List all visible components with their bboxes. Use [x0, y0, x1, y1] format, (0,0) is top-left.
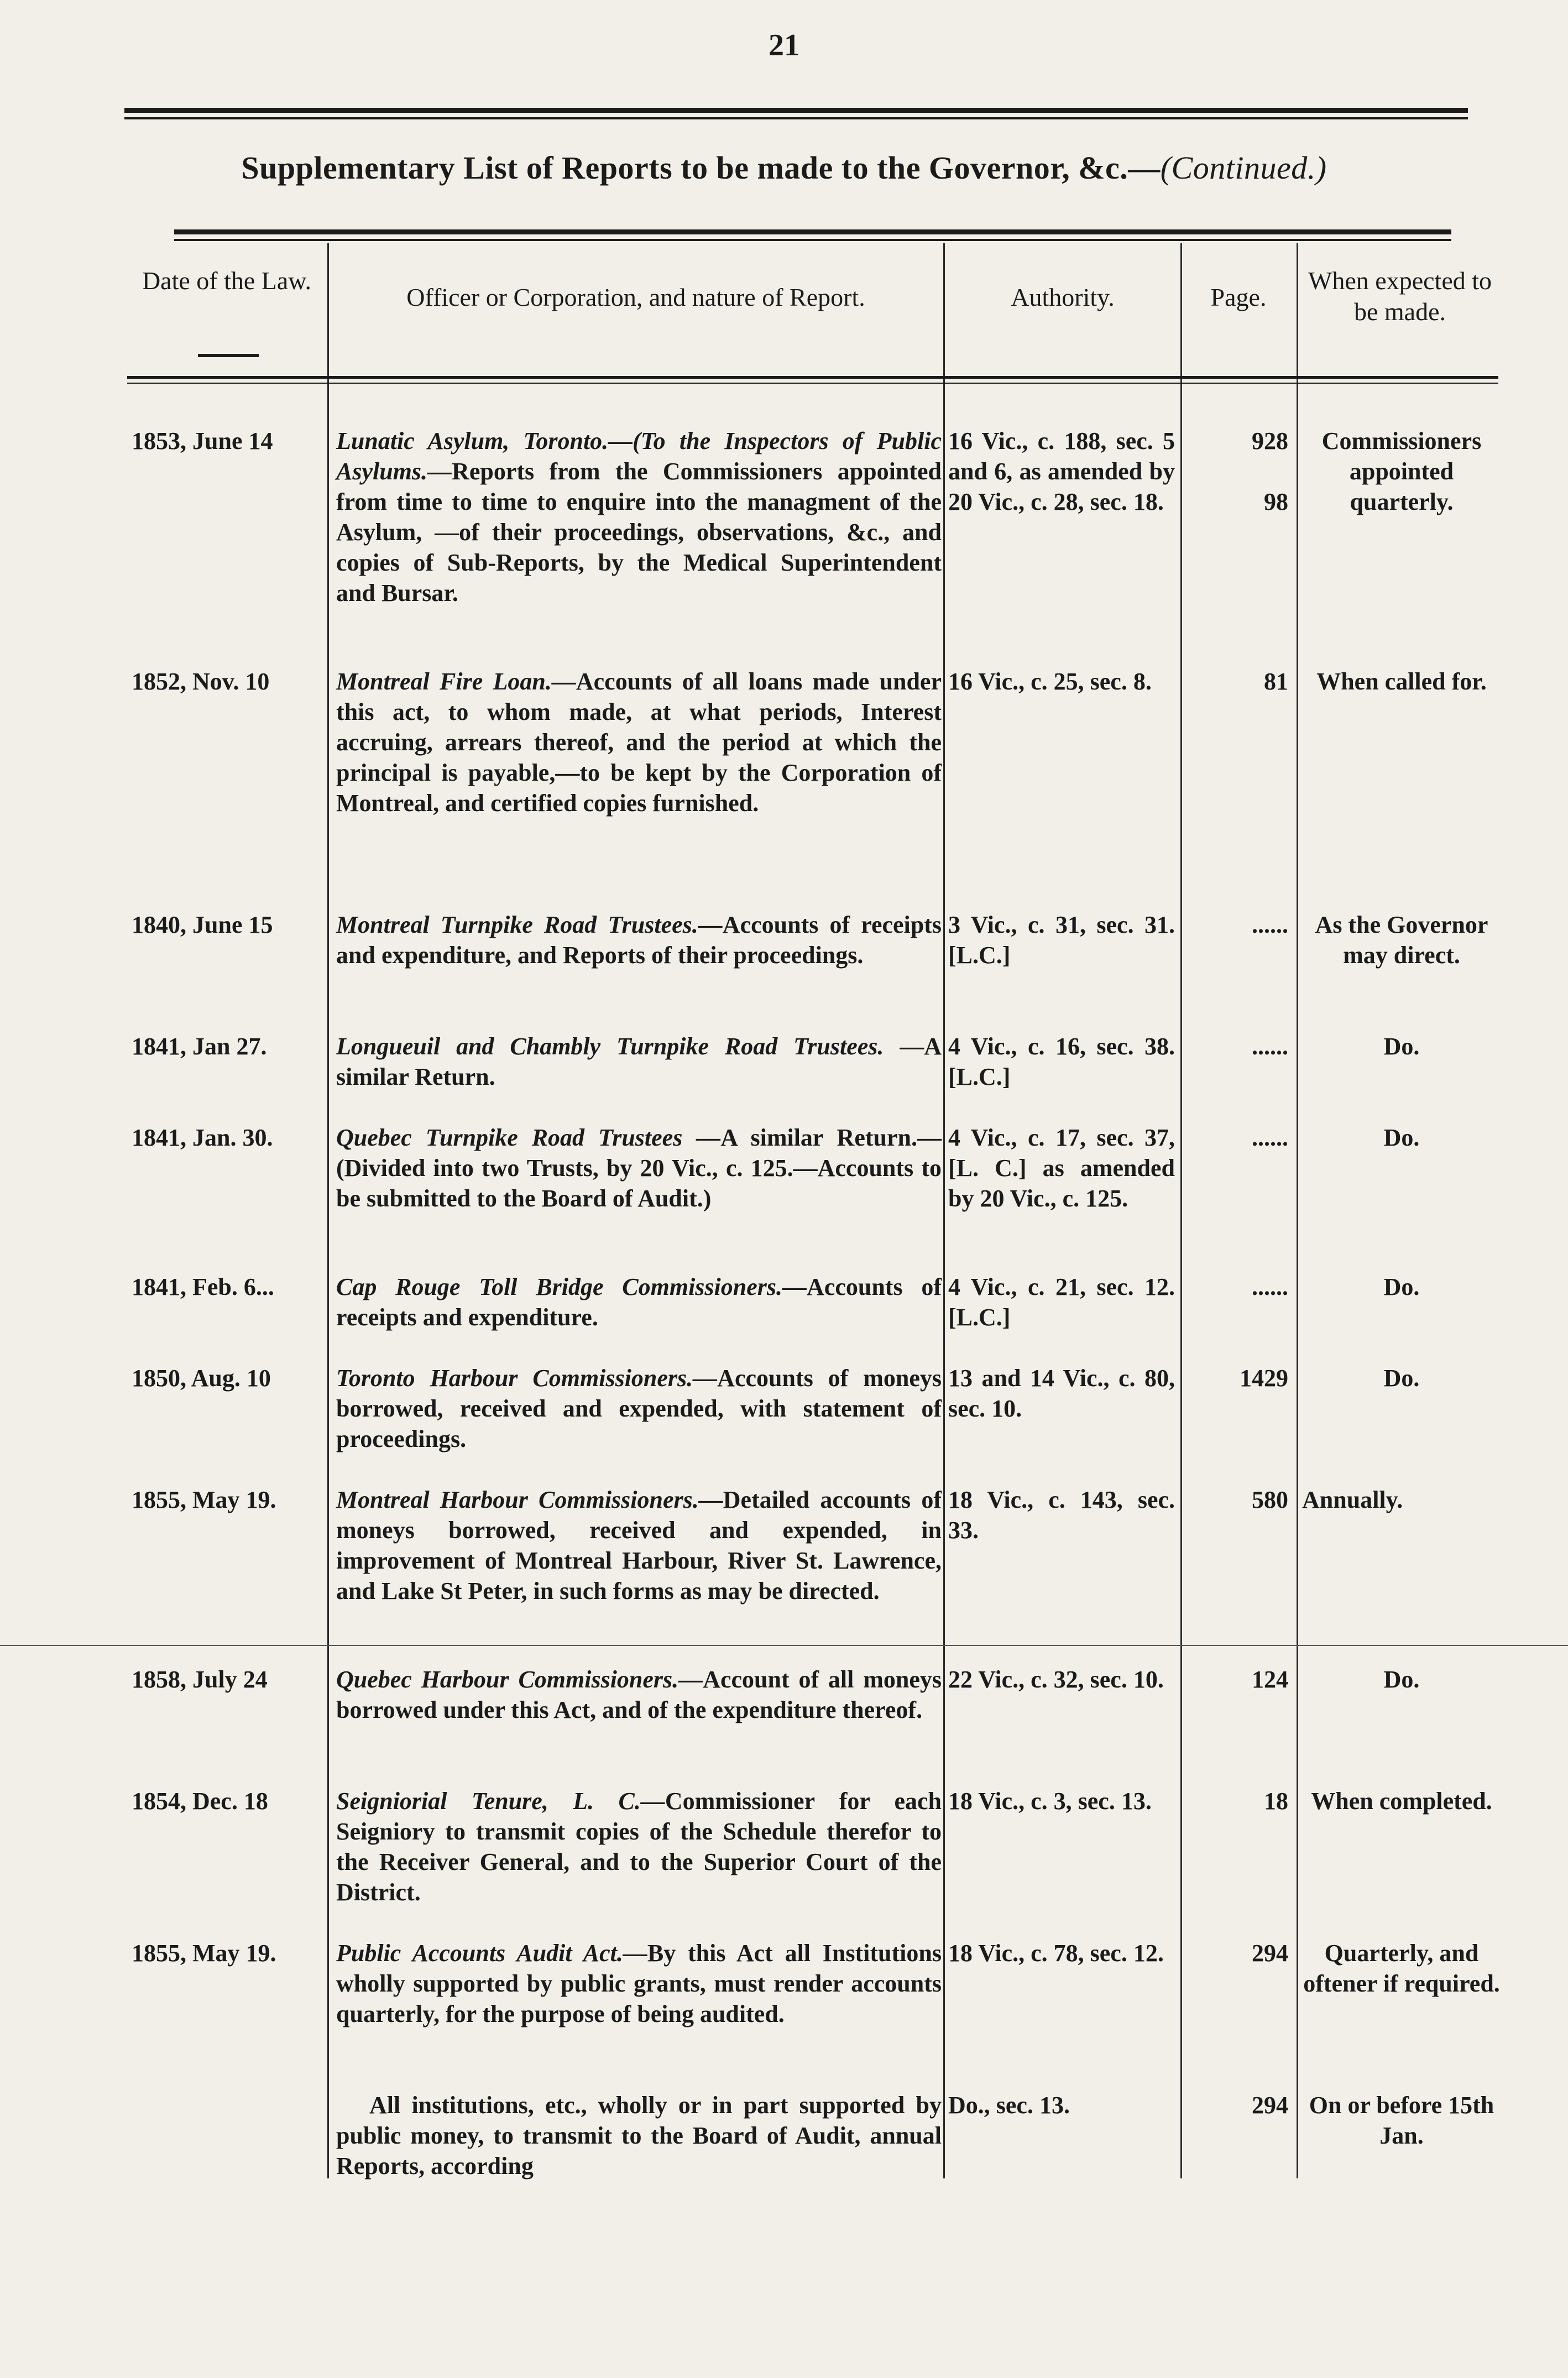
top-double-rule-thin: [124, 117, 1468, 119]
row-date: 1853, June 14: [132, 427, 273, 454]
row-subject: Montreal Fire Loan.—: [336, 668, 576, 695]
row-description: [336, 1272, 942, 1332]
row-subject: Lunatic Asylum, Toronto.—(To the Inspectors of Public Asylums.—: [336, 427, 942, 485]
row-authority: 18 Vic., c. 78, sec. 12.: [948, 1940, 1164, 1967]
row-page: 81: [1264, 668, 1288, 695]
row-page: ......: [1252, 911, 1288, 938]
row-text: A similar Return.—(Divided into two Trusts, by 20 Vic., c. 125.—Accounts to be submitted to the Board of Audit.): [336, 1124, 942, 1212]
row-when: When called for.: [1316, 668, 1487, 695]
top-double-rule: [124, 108, 1468, 113]
row-when: Do.: [1383, 1273, 1420, 1300]
header-when: When expected to be made.: [1308, 266, 1492, 326]
row-date: 1855, May 19.: [132, 1940, 276, 1967]
row-text: By this Act all Institutions wholly supported by public grants, must render accounts quarterly, for the purpose of being audited.: [336, 1940, 942, 2027]
row-date: 1852, Nov. 10: [132, 668, 270, 695]
row-authority: 18 Vic., c. 3, sec. 13.: [948, 1788, 1152, 1815]
row-subject: Quebec Turnpike Road Trustees —: [336, 1124, 721, 1151]
row-when: Do.: [1383, 1666, 1420, 1693]
title-continued: (Continued.): [1160, 150, 1327, 186]
row-description: [336, 1031, 942, 1092]
row-text: All institutions, etc., wholly or in part supported by public money, to transmit to the Board of Audit, annual Reports, according: [336, 2092, 942, 2180]
row-when: When completed.: [1311, 1788, 1492, 1815]
row-description: [336, 1485, 942, 1606]
header-double-rule-thin: [174, 239, 1451, 241]
header-double-rule: [174, 229, 1451, 234]
row-date: 1855, May 19.: [132, 1486, 276, 1513]
row-subject: Seigniorial Tenure, L. C.—: [336, 1788, 665, 1815]
header-bottom-rule-thin: [127, 383, 1498, 384]
row-description: [336, 666, 942, 818]
row-page: ......: [1252, 1033, 1288, 1060]
fold-line: [0, 1645, 1568, 1646]
row-when: On or before 15th Jan.: [1309, 2092, 1494, 2149]
row-when: Quarterly, and oftener if required.: [1303, 1940, 1500, 1997]
header-bottom-rule: [127, 376, 1498, 379]
row-description: [336, 1363, 942, 1454]
row-date: 1850, Aug. 10: [132, 1365, 271, 1392]
row-page: 580: [1252, 1486, 1288, 1513]
header-officer: Officer or Corporation, and nature of Report.: [406, 283, 865, 311]
row-authority: 16 Vic., c. 188, sec. 5 and 6, as amended by 20 Vic., c. 28, sec. 18.: [948, 427, 1175, 515]
row-subject: Montreal Turnpike Road Trustees.—: [336, 911, 723, 938]
row-subject: Public Accounts Audit Act.—: [336, 1940, 647, 1967]
row-page: 294: [1252, 1940, 1288, 1967]
column-divider: [1180, 243, 1182, 2178]
row-authority: 4 Vic., c. 16, sec. 38. [L.C.]: [948, 1033, 1175, 1090]
row-text: Accounts of receipts and expenditure.: [336, 1273, 942, 1331]
row-when: As the Governor may direct.: [1315, 911, 1488, 969]
row-description: [336, 426, 942, 608]
row-description: [336, 1938, 942, 2029]
row-text: Detailed accounts of moneys borrowed, received and expended, in improvement of Montreal Harbour, River St. Lawrence, and Lake St Peter, in such forms as may be directed.: [336, 1486, 942, 1605]
row-authority: 22 Vic., c. 32, sec. 10.: [948, 1666, 1164, 1693]
row-when: Annually.: [1302, 1486, 1403, 1513]
row-when: Do.: [1383, 1124, 1420, 1151]
column-divider: [943, 243, 945, 2178]
page-title: [0, 149, 1568, 186]
row-date: 1841, Jan. 30.: [132, 1124, 273, 1151]
row-subject: Toronto Harbour Commissioners.—: [336, 1365, 718, 1392]
page-number: 21: [769, 28, 799, 62]
header-page: Page.: [1210, 283, 1267, 311]
row-date: 1858, July 24: [132, 1666, 268, 1693]
row-date: 1841, Feb. 6...: [132, 1273, 274, 1300]
column-divider: [327, 243, 329, 2178]
header-date: Date of the Law.: [142, 266, 312, 295]
row-page: 124: [1252, 1666, 1288, 1693]
row-authority: 4 Vic., c. 21, sec. 12. [L.C.]: [948, 1273, 1175, 1331]
row-page: ......: [1252, 1273, 1288, 1300]
row-authority: 3 Vic., c. 31, sec. 31. [L.C.]: [948, 911, 1175, 969]
row-text: Account of all moneys borrowed under this Act, and of the expenditure thereof.: [336, 1666, 942, 1723]
row-subject: Quebec Harbour Commissioners.—: [336, 1666, 703, 1693]
row-when: Commissioners appointed quarterly.: [1321, 427, 1482, 515]
row-authority: 13 and 14 Vic., c. 80, sec. 10.: [948, 1365, 1175, 1422]
row-date: 1840, June 15: [132, 911, 273, 938]
row-when: Do.: [1383, 1365, 1420, 1392]
row-text: Accounts of moneys borrowed, received and expended, with statement of proceedings.: [336, 1365, 942, 1452]
row-authority: 4 Vic., c. 17, sec. 37, [L. C.] as amended by 20 Vic., c. 125.: [948, 1124, 1175, 1212]
row-text: Reports from the Commissioners appointed from time to time to enquire into the managment of the Asylum, —of their proceedings, observations, &c., and copies of Sub-Reports, by the Medical Superintendent and Bursar.: [336, 458, 942, 607]
row-description: [336, 910, 942, 970]
column-divider: [1297, 243, 1298, 2178]
row-subject: Montreal Harbour Commissioners.—: [336, 1486, 723, 1513]
row-date: 1854, Dec. 18: [132, 1788, 268, 1815]
row-description: [336, 1122, 942, 1214]
row-page: ......: [1252, 1124, 1288, 1151]
row-text: Commissioner for each Seigniory to transmit copies of the Schedule therefor to the Receiver General, and to the Superior Court of the District.: [336, 1788, 942, 1906]
row-authority: Do., sec. 13.: [948, 2092, 1070, 2119]
row-authority: 16 Vic., c. 25, sec. 8.: [948, 668, 1152, 695]
header-authority: Authority.: [1011, 283, 1115, 311]
row-subject: Longueuil and Chambly Turnpike Road Trustees.: [336, 1033, 884, 1060]
row-authority: 18 Vic., c. 143, sec. 33.: [948, 1486, 1175, 1544]
header-date-underline: [198, 354, 259, 357]
row-page: 1429: [1240, 1365, 1288, 1392]
row-date: 1841, Jan 27.: [132, 1033, 267, 1060]
row-page: 294: [1252, 2092, 1288, 2119]
row-subject: Cap Rouge Toll Bridge Commissioners.—: [336, 1273, 807, 1300]
title-text: Supplementary List of Reports to be made to the Governor, &c.—: [241, 150, 1161, 186]
row-text: Accounts of receipts and expenditure, and Reports of their proceedings.: [336, 911, 942, 969]
row-description: [336, 2090, 942, 2181]
row-page: 928 98: [1252, 427, 1288, 515]
row-description: [336, 1664, 942, 1725]
row-when: Do.: [1383, 1033, 1420, 1060]
row-description: [336, 1786, 942, 1907]
row-text: Accounts of all loans made under this act, to whom made, at what periods, Interest accruing, arrears thereof, and the period at which the principal is payable,—to be kept by the Corporation of Montreal, and certified copies furnished.: [336, 668, 942, 817]
row-text: —A similar Return.: [336, 1033, 942, 1090]
row-page: 18: [1264, 1788, 1288, 1815]
